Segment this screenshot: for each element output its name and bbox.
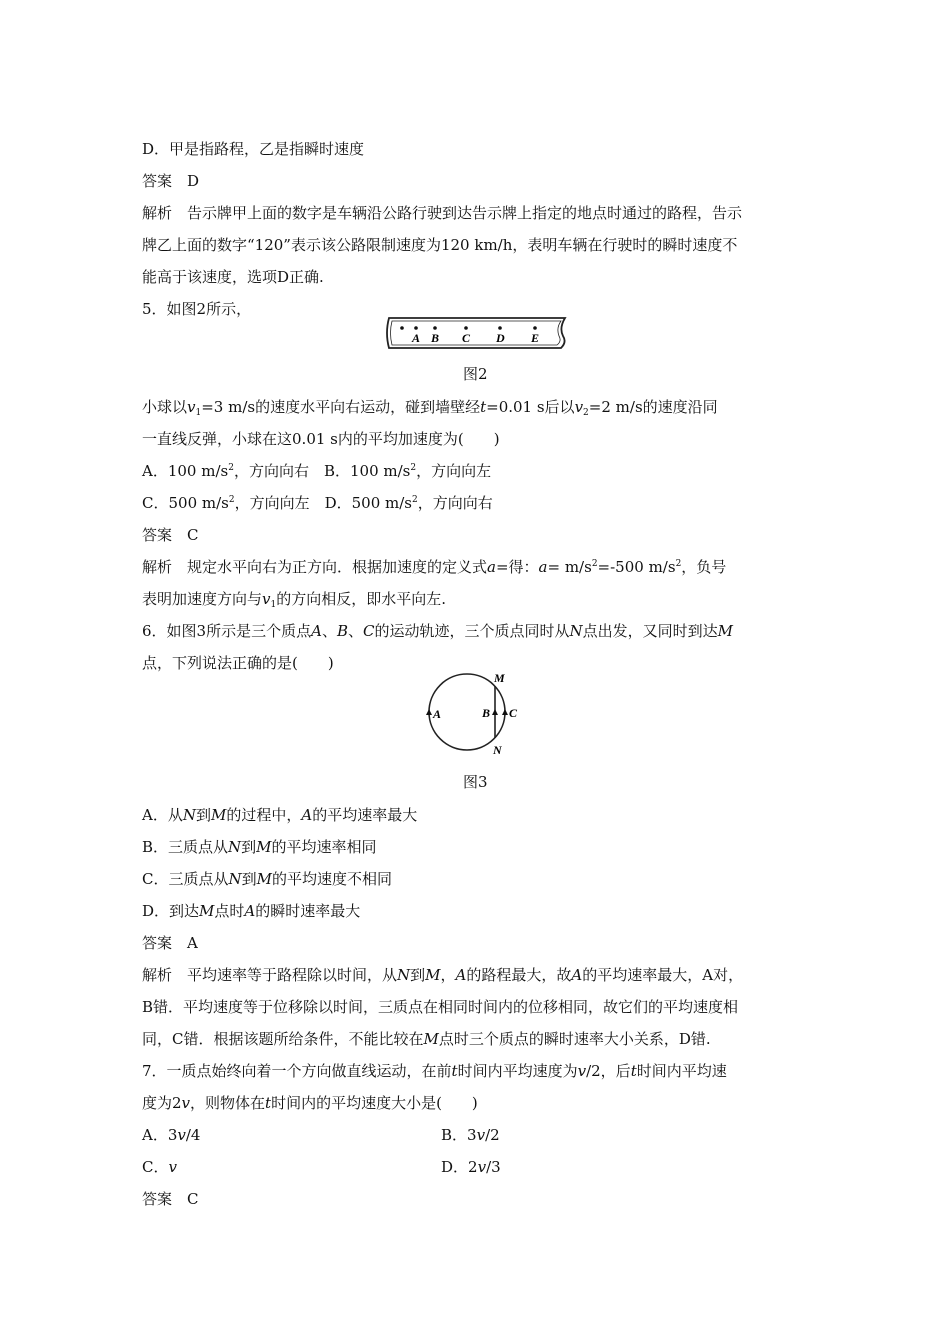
text: 、 [321, 622, 337, 640]
figure-2-caption: 图2 [463, 365, 488, 383]
var-t: t [630, 1062, 637, 1080]
q4-analysis-line3: 能高于该速度，选项D正确. [142, 268, 324, 286]
text: ，方向向右 [417, 494, 493, 512]
label-m: M [494, 671, 505, 685]
superscript: 2 [228, 495, 235, 505]
text: 到 [241, 838, 257, 856]
q6-analysis-line2: B错．平均速度等于位移除以时间，三质点在相同时间内的位移相同，故它们的平均速度相 [142, 998, 739, 1016]
var-m: M [425, 966, 441, 984]
var-t: t [265, 1094, 272, 1112]
var-m: M [210, 806, 227, 824]
var-a: A [301, 806, 313, 824]
q5-analysis-line1 [142, 557, 726, 577]
text: ，方向向右 B．100 m/s [233, 462, 411, 480]
q7-option-a [142, 1125, 200, 1145]
q7-option-d [441, 1157, 501, 1177]
var-a: A [244, 902, 256, 920]
q7-stem-line2 [142, 1093, 478, 1113]
var-n: N [228, 838, 242, 856]
text: /2 [485, 1126, 500, 1144]
text: 的平均速率相同 [271, 838, 377, 856]
tape-label-d: D [496, 331, 505, 345]
text: 点时三个质点的瞬时速率大小关系，D错. [438, 1030, 711, 1048]
q4-option-d: D．甲是指路程，乙是指瞬时速度 [142, 140, 365, 158]
q5-stem-line1 [142, 397, 718, 417]
text: 的平均速率最大，A对， [582, 966, 744, 984]
q6-option-b [142, 837, 377, 857]
text: 时间内平均速 [636, 1062, 727, 1080]
subscript: 1 [195, 408, 202, 418]
text: 7．一质点始终向着一个方向做直线运动，在前 [142, 1062, 452, 1080]
text: 度为2 [142, 1094, 182, 1112]
var-b: B [336, 622, 348, 640]
text: /3 [486, 1158, 501, 1176]
text: =0.01 s后以 [486, 398, 575, 416]
tape-dot-a [414, 326, 418, 330]
q4-answer: 答案 D [142, 172, 200, 190]
arrow-b [492, 709, 498, 715]
var-a: A [455, 966, 467, 984]
tape-dot-c [464, 326, 468, 330]
var-v: v [168, 1158, 177, 1176]
var-v: v [177, 1126, 186, 1144]
tape-label-b: B [431, 331, 440, 345]
text: /2，后 [586, 1062, 631, 1080]
text: 解析 规定水平向右为正方向．根据加速度的定义式 [142, 558, 488, 576]
text: 解析 平均速率等于路程除以时间，从 [142, 966, 398, 984]
superscript: 2 [228, 463, 234, 473]
var-a: A [571, 966, 583, 984]
var-c: C [363, 622, 375, 640]
text: 6．如图3所示是三个质点 [142, 622, 312, 640]
text: 表明加速度方向与 [142, 590, 263, 608]
q5-answer: 答案 C [142, 526, 199, 544]
q4-analysis-line2: 牌乙上面的数字“120”表示该公路限制速度为120 km/h，表明车辆在行驶时的瞬时速度不 [142, 236, 738, 254]
text: 同，C错．根据该题所给条件，不能比较在 [142, 1030, 424, 1048]
q6-stem-line1 [142, 621, 733, 641]
text: = m/s [547, 558, 592, 576]
text: 、 [347, 622, 363, 640]
q6-option-d [142, 901, 360, 921]
var-n: N [228, 870, 242, 888]
var-n: N [569, 622, 583, 640]
var-v: v [477, 1158, 487, 1176]
superscript: 2 [410, 463, 417, 473]
label-c: C [509, 706, 518, 720]
q5-stem-line2: 一直线反弹，小球在这0.01 s内的平均加速度为( ) [142, 430, 500, 448]
q7-option-c [142, 1157, 177, 1177]
var-m: M [256, 870, 272, 888]
text: 时间内的平均速度大小是( ) [271, 1094, 478, 1112]
text: A．3 [142, 1126, 178, 1144]
var-m: M [256, 838, 272, 856]
text: A．100 m/s [142, 462, 229, 480]
var-v: v [187, 398, 196, 416]
subscript: 2 [583, 408, 589, 418]
text: A．从 [142, 806, 183, 824]
q5-options-cd [142, 493, 493, 513]
var-t: t [480, 398, 487, 416]
tape-dot [400, 326, 404, 330]
q6-analysis-line3 [142, 1029, 711, 1049]
q4-analysis-line1: 解析 告示牌甲上面的数字是车辆沿公路行驶到达告示牌上指定的地点时通过的路程，告示 [142, 204, 743, 222]
label-b: B [482, 706, 491, 720]
text: 到 [195, 806, 211, 824]
text: 点出发，又同时到达 [582, 622, 718, 640]
text: ，则物体在 [190, 1094, 266, 1112]
q6-analysis-line1 [142, 965, 743, 985]
text: 小球以 [142, 398, 188, 416]
tape-label-a: A [412, 331, 421, 345]
var-v: v [577, 1062, 587, 1080]
text: 的平均速度不相同 [271, 870, 392, 888]
superscript: 2 [591, 559, 598, 569]
q6-option-c [142, 869, 392, 889]
tape-dot-b [433, 326, 437, 330]
text: ，方向向左 D．500 m/s [234, 494, 412, 512]
q7-option-b [441, 1125, 500, 1145]
figure-2-diagram [385, 314, 570, 354]
subscript: 1 [270, 600, 277, 610]
text: B．三质点从 [142, 838, 229, 856]
var-a: A [311, 622, 322, 640]
var-v: v [574, 398, 584, 416]
q6-stem-line2: 点，下列说法正确的是( ) [142, 654, 334, 672]
q6-answer: 答案 A [142, 934, 198, 952]
var-v: v [181, 1094, 191, 1112]
var-a: a [487, 558, 496, 576]
tape-label-c: C [462, 331, 471, 345]
q5-stem-intro: 5．如图2所示， [142, 300, 252, 318]
var-v: v [262, 590, 271, 608]
var-m: M [199, 902, 215, 920]
text: D．到达 [142, 902, 200, 920]
var-t: t [451, 1062, 458, 1080]
text: C．500 m/s [142, 494, 229, 512]
var-a: a [538, 558, 548, 576]
q7-answer: 答案 C [142, 1190, 199, 1208]
var-n: N [182, 806, 196, 824]
text: D．2 [441, 1158, 478, 1176]
var-n: N [397, 966, 411, 984]
label-n: N [493, 743, 502, 757]
tape-label-e: E [531, 331, 540, 345]
text: B．3 [441, 1126, 477, 1144]
label-a: A [433, 707, 442, 721]
var-m: M [717, 622, 733, 640]
q6-option-a [142, 805, 417, 825]
arrow-a [426, 709, 432, 715]
superscript: 2 [412, 495, 418, 505]
q7-stem-line1 [142, 1061, 727, 1081]
text: 的运动轨迹，三个质点同时从 [374, 622, 570, 640]
text: C． [142, 1158, 169, 1176]
text: 点时 [214, 902, 245, 920]
q5-analysis-line2 [142, 589, 446, 609]
text: ，方向向左 [416, 462, 492, 480]
var-v: v [476, 1126, 486, 1144]
arrow-c [502, 709, 508, 715]
text: ， [440, 966, 456, 984]
text: =得： [495, 558, 539, 576]
text: 的过程中， [226, 806, 302, 824]
var-m: M [423, 1030, 439, 1048]
text: 到 [410, 966, 426, 984]
text: =3 m/s的速度水平向右运动，碰到墙壁经 [201, 398, 481, 416]
text: 的方向相反，即水平向左. [276, 590, 447, 608]
tape-dot-e [533, 326, 537, 330]
text: 的路程最大，故 [466, 966, 572, 984]
tape-dot-d [498, 326, 502, 330]
text: 到 [241, 870, 257, 888]
text: 的瞬时速率最大 [255, 902, 361, 920]
q5-options-ab [142, 461, 491, 481]
text: 时间内平均速度为 [457, 1062, 578, 1080]
text: 的平均速率最大 [312, 806, 418, 824]
figure-3-diagram [420, 668, 530, 760]
text: =2 m/s的速度沿同 [588, 398, 718, 416]
text: =-500 m/s [597, 558, 676, 576]
figure-3-caption: 图3 [463, 773, 488, 791]
text: /4 [185, 1126, 201, 1144]
text: ，负号 [681, 558, 727, 576]
superscript: 2 [675, 559, 682, 569]
text: C．三质点从 [142, 870, 229, 888]
